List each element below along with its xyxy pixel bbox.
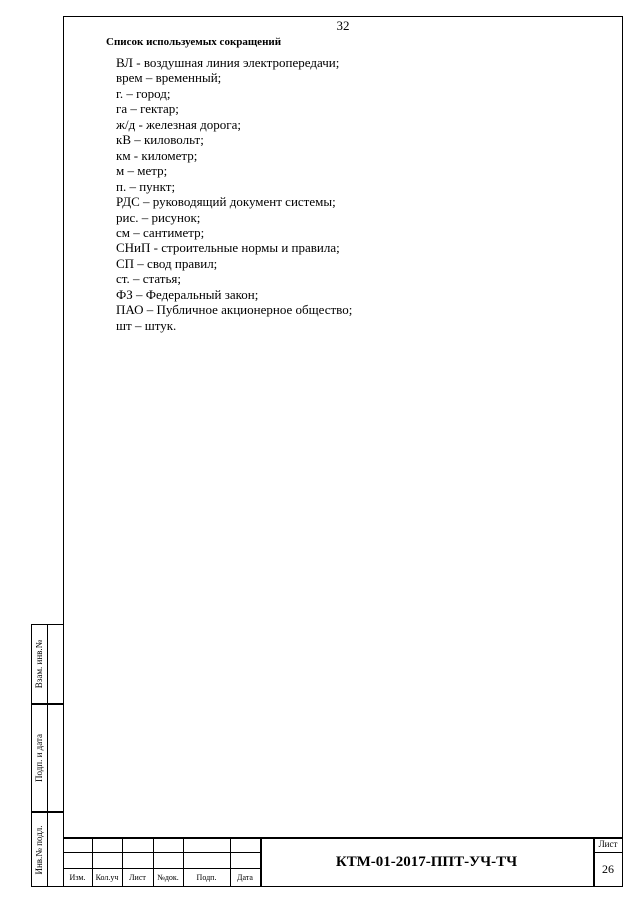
stamp-label-cell <box>32 813 48 886</box>
stamp-inv-podl-label: Инв.№ подл. <box>34 824 44 875</box>
column-data: Дата <box>237 873 253 882</box>
stamp-podp-data-label: Подп. и дата <box>34 733 44 783</box>
list-item: га – гектар; <box>116 101 179 117</box>
stamp-label-cell <box>32 625 48 703</box>
column-izm: Изм. <box>69 873 86 882</box>
list-item: кВ – киловольт; <box>116 132 204 148</box>
list-item: СНиП - строительные нормы и правила; <box>116 240 340 256</box>
list-item: ж/д - железная дорога; <box>116 116 241 132</box>
list-item: РДС – руководящий документ системы; <box>116 194 336 210</box>
list-item: СП – свод правил; <box>116 255 218 271</box>
list-item: врем – временный; <box>116 70 222 86</box>
stamp-podp-data <box>31 704 63 812</box>
list-item: ст. – статья; <box>116 271 181 287</box>
list-item: м – метр; <box>116 163 168 179</box>
list-item: п. – пункт; <box>116 178 176 194</box>
column-podp: Подп. <box>196 873 217 882</box>
sheet-number: 26 <box>602 862 614 876</box>
page-number: 32 <box>336 18 350 33</box>
stamp-inv-podl <box>31 812 63 887</box>
list-item: ПАО – Публичное акционерное общество; <box>116 302 353 318</box>
stamp-vzam-inv-label: Взам. инв.№ <box>34 639 44 689</box>
column-ndok: №док. <box>157 873 179 882</box>
list-item: г. – город; <box>116 85 171 101</box>
list-item: ВЛ - воздушная линия электропередачи; <box>116 55 340 70</box>
list-item: км - километр; <box>116 147 198 163</box>
stamp-vzam-inv <box>31 624 63 704</box>
stamp-label-cell <box>32 705 48 811</box>
list-item: рис. – рисунок; <box>116 209 201 225</box>
sheet-label: Лист <box>598 839 618 849</box>
column-kol-uch: Кол.уч <box>95 873 119 882</box>
list-item: ФЗ – Федеральный закон; <box>116 286 259 302</box>
abbreviation-list <box>116 55 352 333</box>
list-item: см – сантиметр; <box>116 224 205 240</box>
list-item: шт – штук. <box>116 317 177 333</box>
column-list: Лист <box>129 873 146 882</box>
document-code: КТМ-01-2017-ППТ-УЧ-ТЧ <box>335 854 518 870</box>
section-heading: Список используемых сокращений <box>106 36 282 48</box>
title-block <box>63 837 623 887</box>
